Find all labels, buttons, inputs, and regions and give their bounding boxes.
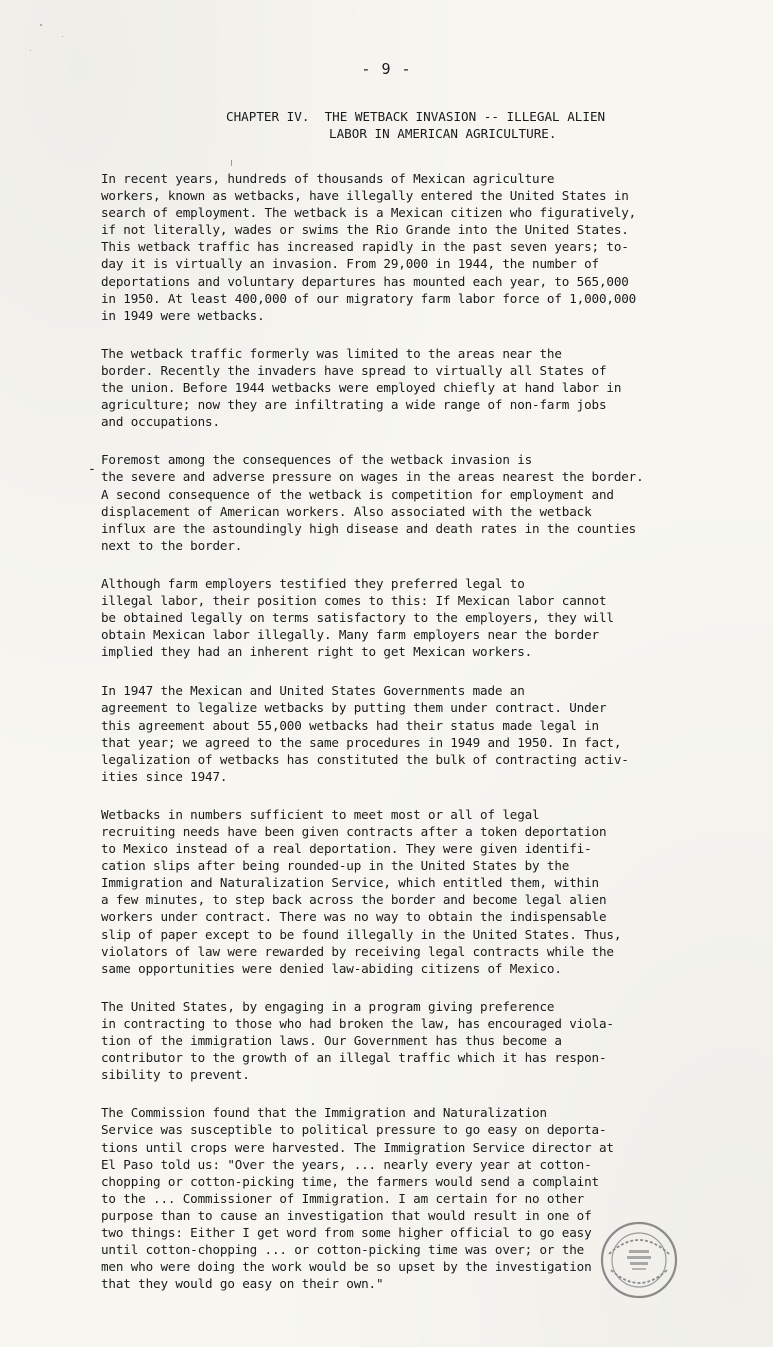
paragraph-7: The United States, by engaging in a program giving preference in contracting to those who had broken the law, has encouraged viola- tion of the immigration laws. Our Government has thus become a contributor to the growth of an illegal traffic which it has respon- sibility to prevent. (101, 998, 614, 1083)
paper-speck (62, 36, 63, 37)
paper-speck (231, 160, 232, 166)
chapter-heading (226, 108, 605, 142)
paragraph-6: Wetbacks in numbers sufficient to meet most or all of legal recruiting needs have been given contracts after a token deportation to Mexico instead of a real deportation. They were given identifi- cation slips after being rounded-up in the United States by the Immigration and Naturalization Service, which entitled them, within a few minutes, to step back across the border and become legal alien workers under contract. There was no way to obtain the indispensable slip of paper except to be found illegally in the United States. Thus, violators of law were rewarded by receiving legal contracts while the same opportunities were denied law-abiding citizens of Mexico. (101, 806, 622, 976)
chapter-heading-line1: CHAPTER IV. THE WETBACK INVASION -- ILLEGAL ALIEN (226, 109, 606, 124)
chapter-heading-line2: LABOR IN AMERICAN AGRICULTURE. (329, 126, 557, 141)
paragraph-3: Foremost among the consequences of the wetback invasion is the severe and adverse pressure on wages in the areas nearest the border. A second consequence of the wetback is competition for employment and displacement of American workers. Also associated with the wetback influx are the astoundingly high disease and death rates in the counties next to the border. (101, 452, 644, 553)
library-stamp-icon (599, 1220, 679, 1300)
body-text (101, 170, 669, 1313)
margin-mark: - (88, 462, 96, 477)
paragraph-4: Although farm employers testified they preferred legal to illegal labor, their position comes to this: If Mexican labor cannot be obtained legally on terms satisfactory to the employers, they will obtain Mexican labor illegally. Many farm employers near the border implied they had an inherent right to get Mexican workers. (101, 575, 614, 660)
paper-speck (30, 50, 31, 51)
paragraph-5: In 1947 the Mexican and United States Governments made an agreement to legalize wetbacks by putting them under contract. Under this agreement about 55,000 wetbacks had their status made legal in that year; we agreed to the same procedures in 1949 and 1950. In fact, legalization of wetbacks has constituted the bulk of contracting activ- ities since 1947. (101, 683, 629, 784)
paper-speck (40, 24, 42, 26)
paragraph-1: In recent years, hundreds of thousands of Mexican agriculture workers, known as wetbacks, have illegally entered the United States in search of employment. The wetback is a Mexican citizen who figuratively, if not literally, wades or swims the Rio Grande into the United States. This wetback traffic has increased rapidly in the past seven years; to- day it is virtually an invasion. From 29,000 in 1944, the number of deportations and voluntary departures has mounted each year, to 565,000 in 1950. At least 400,000 of our migratory farm labor force of 1,000,000 in 1949 were wetbacks. (101, 171, 637, 323)
paragraph-2: The wetback traffic formerly was limited to the areas near the border. Recently the invaders have spread to virtually all States of the union. Before 1944 wetbacks were employed chiefly at hand labor in agriculture; now they are infiltrating a wide range of non-farm jobs and occupations. (101, 345, 622, 430)
paragraph-8: The Commission found that the Immigration and Naturalization Service was susceptible to political pressure to go easy on deporta- tions until crops were harvested. The Immigration Service director at El Paso told us: "Over the years, ... nearly every year at cotton- chopping or cotton-picking time, the farmers would send a complaint to the ... Commissioner of Immigration. I am certain for no other purpose than to cause an investigation that would result in one of two things: Either I get word from some higher official to go easy until cotton-chopping ... or cotton-picking time was over; or the men who were doing the work would be so upset by the investigation that they would go easy on their own." (101, 1105, 614, 1292)
page-number: - 9 - (361, 60, 412, 78)
